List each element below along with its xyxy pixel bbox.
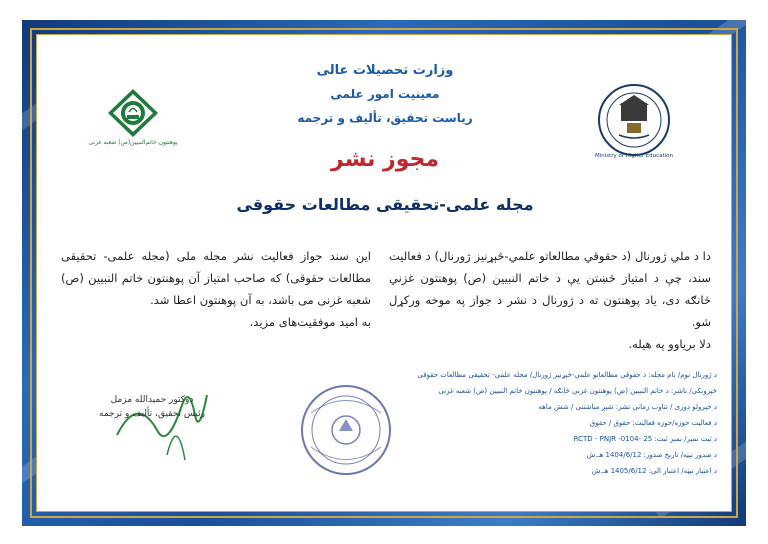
info-publisher: څېرونکی/ ناشر: د خاتم النبیین (ص) پوهنتون غزني څانګه / پوهنتون خاتم النبیین (ص) شعبه غزنی xyxy=(438,387,717,395)
ministry-seal-caption: Ministry of Higher Education xyxy=(594,153,674,159)
pashto-body-text: دا د ملي ژورنال (د حقوقي مطالعاتو علمي-څېړنيز ژورنال) د فعالیت سند، چې د امتیاز څښتن یې د خاتم النبیین (ص) پوهنتون غزني څانګه دی، یاد پوهنتون ته د ژورنال د نشر د جواز په موخه ورکړل شو. xyxy=(389,249,711,329)
university-logo xyxy=(107,88,159,138)
deputy-ministry: معینیت امور علمی xyxy=(330,87,440,101)
signature-block xyxy=(77,395,227,419)
info-frequency: د خپرولو دوری / تناوب زمانی نشر: شپږ میاشتنی / شش ماهه xyxy=(538,403,717,411)
info-journal-name: د ژورنال نوم/ نام مجله: د حقوقي مطالعاتو علمي-څېړنيز ژورنال/ مجله علمی- تحقیقی مطالعات حقوقی xyxy=(417,371,717,379)
directorate: ریاست تحقیق، تألیف و ترجمه xyxy=(297,111,473,125)
info-valid-until: د اعتبار نېټه/ اعتبار الی: 1405/6/12 هـ.ش xyxy=(591,467,717,475)
pashto-paragraph xyxy=(389,245,711,355)
info-registration-number: د ثبت نمبر/ نمبر ثبت: RCTD - PNJR -0104- 25 xyxy=(573,435,717,443)
journal-name: مجله علمی-تحقیقی مطالعات حقوقی xyxy=(236,195,534,214)
pashto-closing: دلا بریاوو په هیله. xyxy=(628,337,711,351)
handwritten-signature xyxy=(107,375,217,465)
dari-paragraph xyxy=(61,245,371,333)
official-stamp xyxy=(299,383,393,477)
signatory-name: دوکتور حمیدالله مزمل xyxy=(110,395,194,405)
ministry-name: وزارت تحصیلات عالی xyxy=(316,63,454,78)
university-logo-caption: پوهنتون خاتم‌النبیین(ص) شعبه غزنی xyxy=(88,139,178,146)
dari-body-text: این سند جواز فعالیت نشر مجله ملی (مجله علمی- تحقیقی مطالعات حقوقی) که صاحب امتیاز آن پوهنتون خاتم النبیین (ص) شعبه غزنی می باشد، به آن پوهنتون اعطا شد. xyxy=(61,249,371,307)
dari-closing: به امید موفقیت‌های مزید. xyxy=(249,315,371,329)
info-field: د فعالیت حوزه/حوزه فعالیت: حقوق / حقوق xyxy=(589,419,717,427)
info-issue-date: د صدور نېټه/ تاریخ صدور: 1404/6/12 هـ.ش xyxy=(586,451,717,459)
ministry-seal-logo xyxy=(597,83,671,157)
certificate-title: مجوز نشر xyxy=(331,147,439,172)
signatory-role: رئیس تحقیق، تألیف و ترجمه xyxy=(99,409,205,419)
certificate-body xyxy=(36,34,732,512)
